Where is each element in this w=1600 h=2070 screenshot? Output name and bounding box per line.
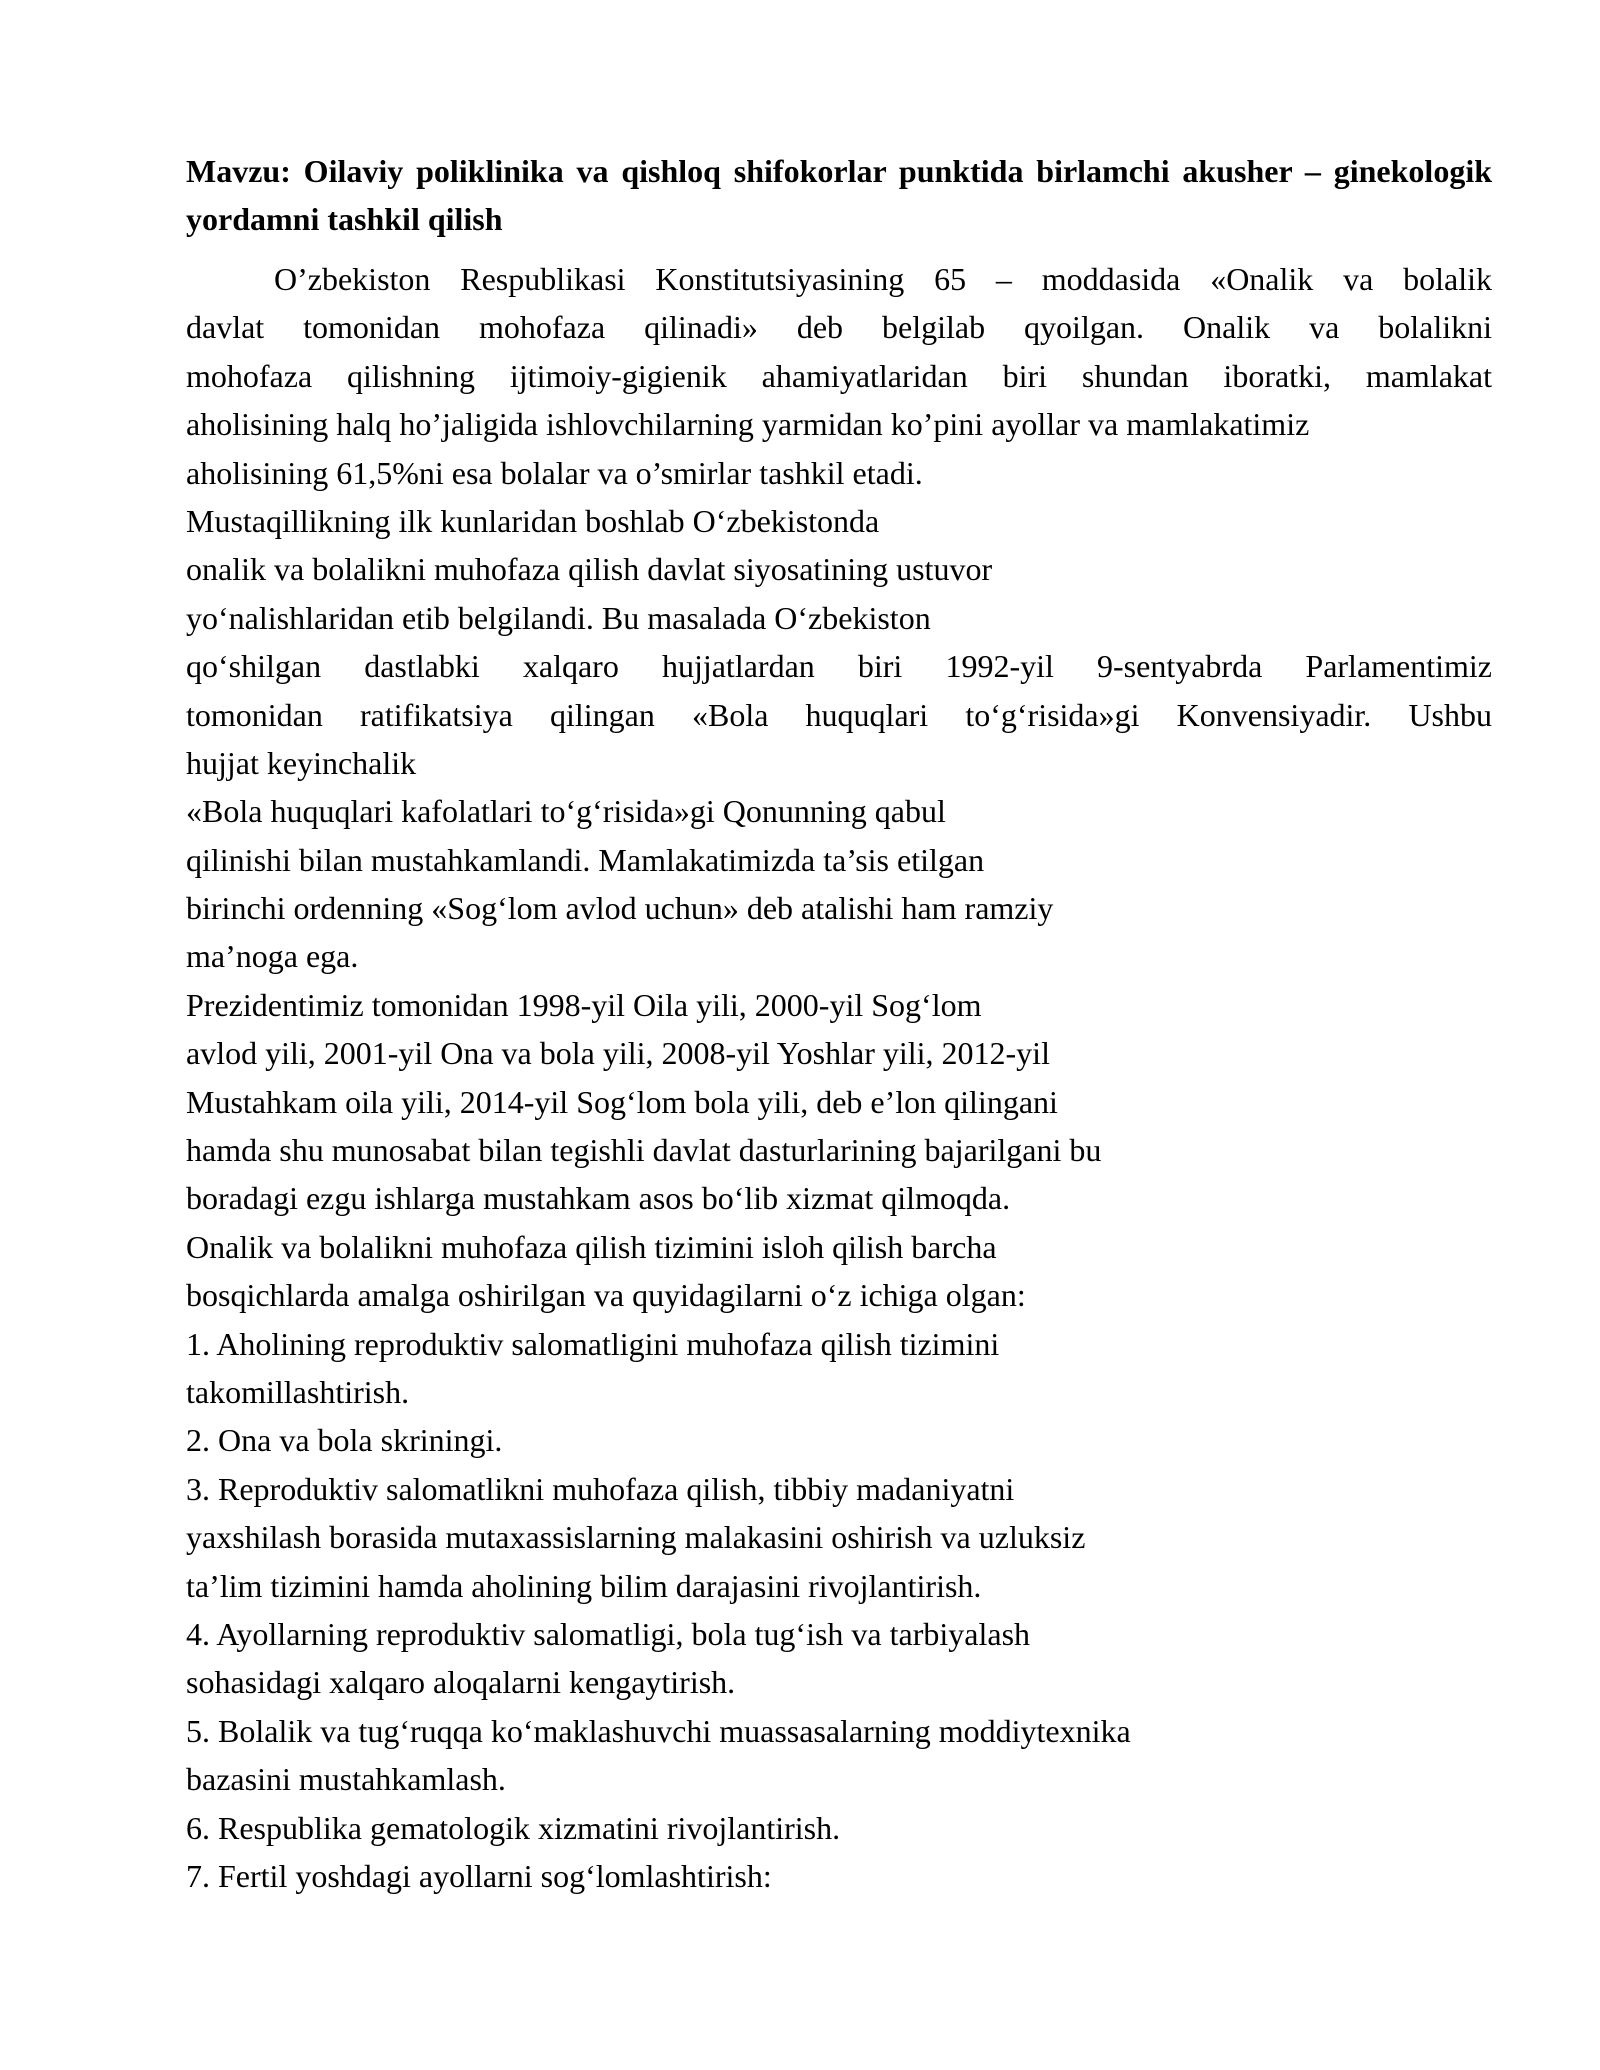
text-line: 7. Fertil yoshdagi ayollarni sog‘lomlashtirish: [186, 1857, 772, 1894]
text-line: yo‘nalishlaridan etib belgilandi. Bu masalada O‘zbekiston [186, 599, 931, 636]
text-line: tomonidan ratifikatsiya qilingan «Bola huquqlari to‘g‘risida»gi Konvensiyadir. Ushbu [186, 696, 1492, 733]
text-line: 6. Respublika gematologik xizmatini rivojlantirish. [186, 1809, 841, 1846]
text-line: hujjat keyinchalik [186, 744, 417, 781]
text-line: O’zbekiston Respublikasi Konstitutsiyasining 65 – moddasida «Onalik va bolalik [274, 261, 1492, 297]
text-line: davlat tomonidan mohofaza qilinadi» deb belgilab qyoilgan. Onalik va bolalikni [186, 309, 1492, 346]
text-line: Mustahkam oila yili, 2014-yil Sog‘lom bola yili, deb e’lon qilingani [186, 1083, 1058, 1120]
text-line: Mustaqillikning ilk kunlaridan boshlab O‘zbekistonda [186, 502, 880, 539]
text-line: yaxshilash borasida mutaxassislarning malakasini oshirish va uzluksiz [186, 1519, 1086, 1556]
text-line: mohofaza qilishning ijtimoiy-gigienik ahamiyatlaridan biri shundan iboratki, mamlakat [186, 357, 1492, 394]
text-line: sohasidagi xalqaro aloqalarni kengaytirish. [186, 1664, 736, 1701]
text-line: aholisining halq ho’jaligida ishlovchilarning yarmidan ko’pini ayollar va mamlakatimiz [186, 406, 1310, 443]
text-line: Onalik va bolalikni muhofaza qilish tizimini isloh qilish barcha [186, 1228, 997, 1265]
text-line: aholisining 61,5%ni esa bolalar va o’smirlar tashkil etadi. [186, 454, 923, 491]
text-line: qilinishi bilan mustahkamlandi. Mamlakatimizda ta’sis etilgan [186, 841, 985, 878]
text-line: 4. Ayollarning reproduktiv salomatligi, bola tug‘ish va tarbiyalash [186, 1615, 1031, 1652]
document-body [186, 255, 1492, 1900]
text-line: ta’lim tizimini hamda aholining bilim darajasini rivojlantirish. [186, 1567, 982, 1604]
text-line: bazasini mustahkamlash. [186, 1761, 506, 1798]
text-line: 2. Ona va bola skriningi. [186, 1422, 503, 1459]
document-title: Mavzu: Oilaviy poliklinika va qishloq shifokorlar punktida birlamchi akusher – ginekologik yordamni tashkil qilish [186, 153, 1492, 237]
text-line: onalik va bolalikni muhofaza qilish davlat siyosatining ustuvor [186, 551, 993, 588]
text-line: 3. Reproduktiv salomatlikni muhofaza qilish, tibbiy madaniyatni [186, 1470, 1015, 1507]
text-line: bosqichlarda amalga oshirilgan va quyidagilarni o‘z ichiga olgan: [186, 1277, 1026, 1314]
text-line: 5. Bolalik va tug‘ruqqa ko‘maklashuvchi muassasalarning moddiytexnika [186, 1712, 1131, 1749]
text-line: takomillashtirish. [186, 1373, 410, 1410]
text-line: qo‘shilgan dastlabki xalqaro hujjatlardan biri 1992-yil 9-sentyabrda Parlamentimiz [186, 648, 1492, 685]
document-page [186, 147, 1492, 1900]
text-line: Prezidentimiz tomonidan 1998-yil Oila yili, 2000-yil Sog‘lom [186, 986, 982, 1023]
text-line: birinchi ordenning «Sog‘lom avlod uchun» deb atalishi ham ramziy [186, 890, 1054, 927]
text-line: boradagi ezgu ishlarga mustahkam asos bo‘lib xizmat qilmoqda. [186, 1180, 1011, 1217]
text-line: «Bola huquqlari kafolatlari to‘g‘risida»gi Qonunning qabul [186, 793, 946, 830]
text-line: 1. Aholining reproduktiv salomatligini muhofaza qilish tizimini [186, 1325, 1000, 1362]
text-line: hamda shu munosabat bilan tegishli davlat dasturlarining bajarilgani bu [186, 1132, 1102, 1169]
text-line: avlod yili, 2001-yil Ona va bola yili, 2008-yil Yoshlar yili, 2012-yil [186, 1035, 1050, 1072]
text-line: ma’noga ega. [186, 938, 359, 975]
